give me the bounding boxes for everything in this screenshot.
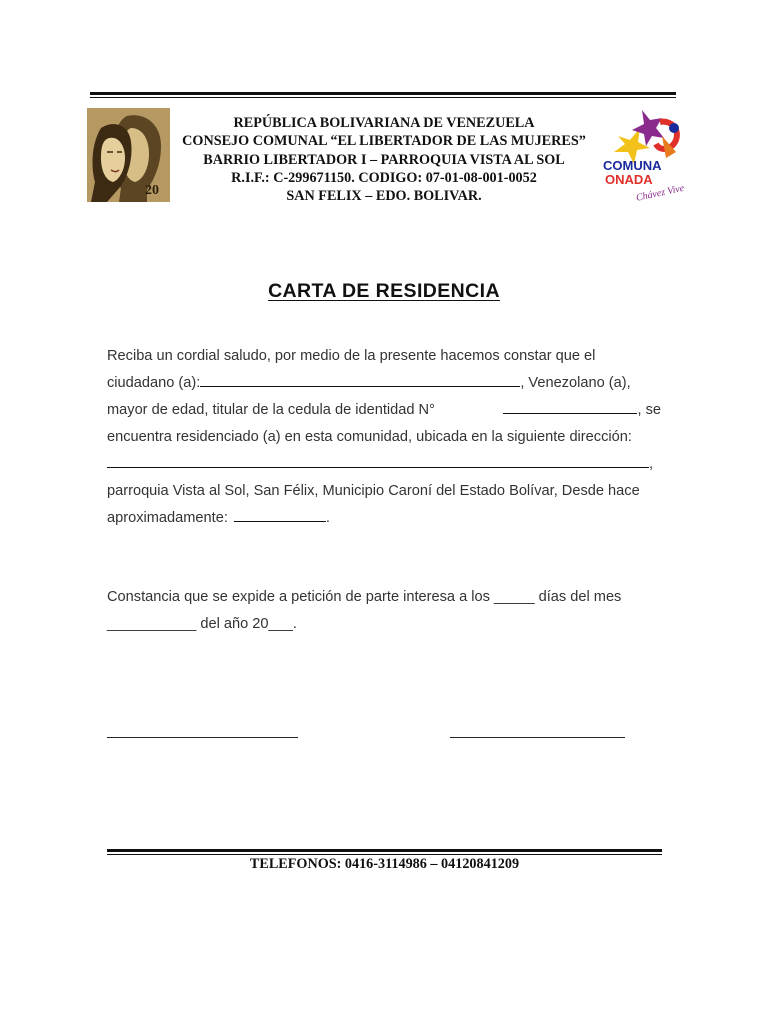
body-line-3: mayor de edad, titular de la cedula de identidad N° , se bbox=[107, 397, 661, 424]
portrait-drawing bbox=[87, 108, 170, 202]
address-field[interactable] bbox=[107, 451, 649, 468]
header-country: REPÚBLICA BOLIVARIANA DE VENEZUELA bbox=[233, 115, 535, 131]
logo-word-onada: ONADA bbox=[605, 172, 653, 187]
letterhead bbox=[160, 114, 608, 205]
body-line-6: parroquia Vista al Sol, San Félix, Municipio Caroní del Estado Bolívar, Desde hace bbox=[107, 483, 640, 499]
body-line-1: Reciba un cordial saludo, por medio de la presente hacemos constar que el bbox=[107, 348, 596, 364]
body-line-5: , bbox=[107, 451, 661, 478]
logo-tagline: Chávez Vive bbox=[635, 182, 686, 204]
header-council: CONSEJO COMUNAL “EL LIBERTADOR DE LAS MUJERES” bbox=[182, 133, 586, 150]
comuna-logo-drawing bbox=[600, 106, 690, 206]
footer-phones: TELEFONOS: 0416-3114986 – 04120841209 bbox=[249, 856, 520, 872]
closing-line-2: ___________ del año 20___. bbox=[107, 616, 297, 632]
comuna-logo bbox=[600, 106, 690, 206]
body-line-2: ciudadano (a): , Venezolano (a), bbox=[107, 370, 661, 397]
body-line-4: encuentra residenciado (a) en esta comunidad, ubicada en la siguiente dirección: bbox=[107, 429, 632, 445]
document-title: CARTA DE RESIDENCIA bbox=[268, 280, 500, 302]
body-line-7: aproximadamente: . bbox=[107, 505, 661, 532]
logo-word-comuna: COMUNA bbox=[603, 158, 662, 173]
letter-body bbox=[107, 343, 661, 532]
citizen-name-field[interactable] bbox=[200, 370, 520, 387]
header-rif: R.I.F.: C-299671150. CODIGO: 07-01-08-001-0052 bbox=[231, 169, 537, 186]
signature-line-right[interactable] bbox=[450, 737, 625, 738]
bolivar-portrait-image bbox=[87, 108, 170, 202]
top-rule bbox=[90, 92, 676, 98]
signature-line-left[interactable] bbox=[107, 737, 298, 738]
header-city: SAN FELIX – EDO. BOLIVAR. bbox=[286, 188, 482, 205]
bottom-rule bbox=[107, 849, 662, 855]
closing-line-1: Constancia que se expide a petición de parte interesa a los _____ días del mes bbox=[107, 589, 622, 605]
closing-paragraph bbox=[107, 584, 661, 638]
header-address: BARRIO LIBERTADOR I – PARROQUIA VISTA AL SOL bbox=[203, 151, 565, 168]
id-number-field[interactable] bbox=[503, 397, 637, 414]
duration-field[interactable] bbox=[234, 505, 326, 522]
portrait-number: 20 bbox=[145, 183, 159, 198]
